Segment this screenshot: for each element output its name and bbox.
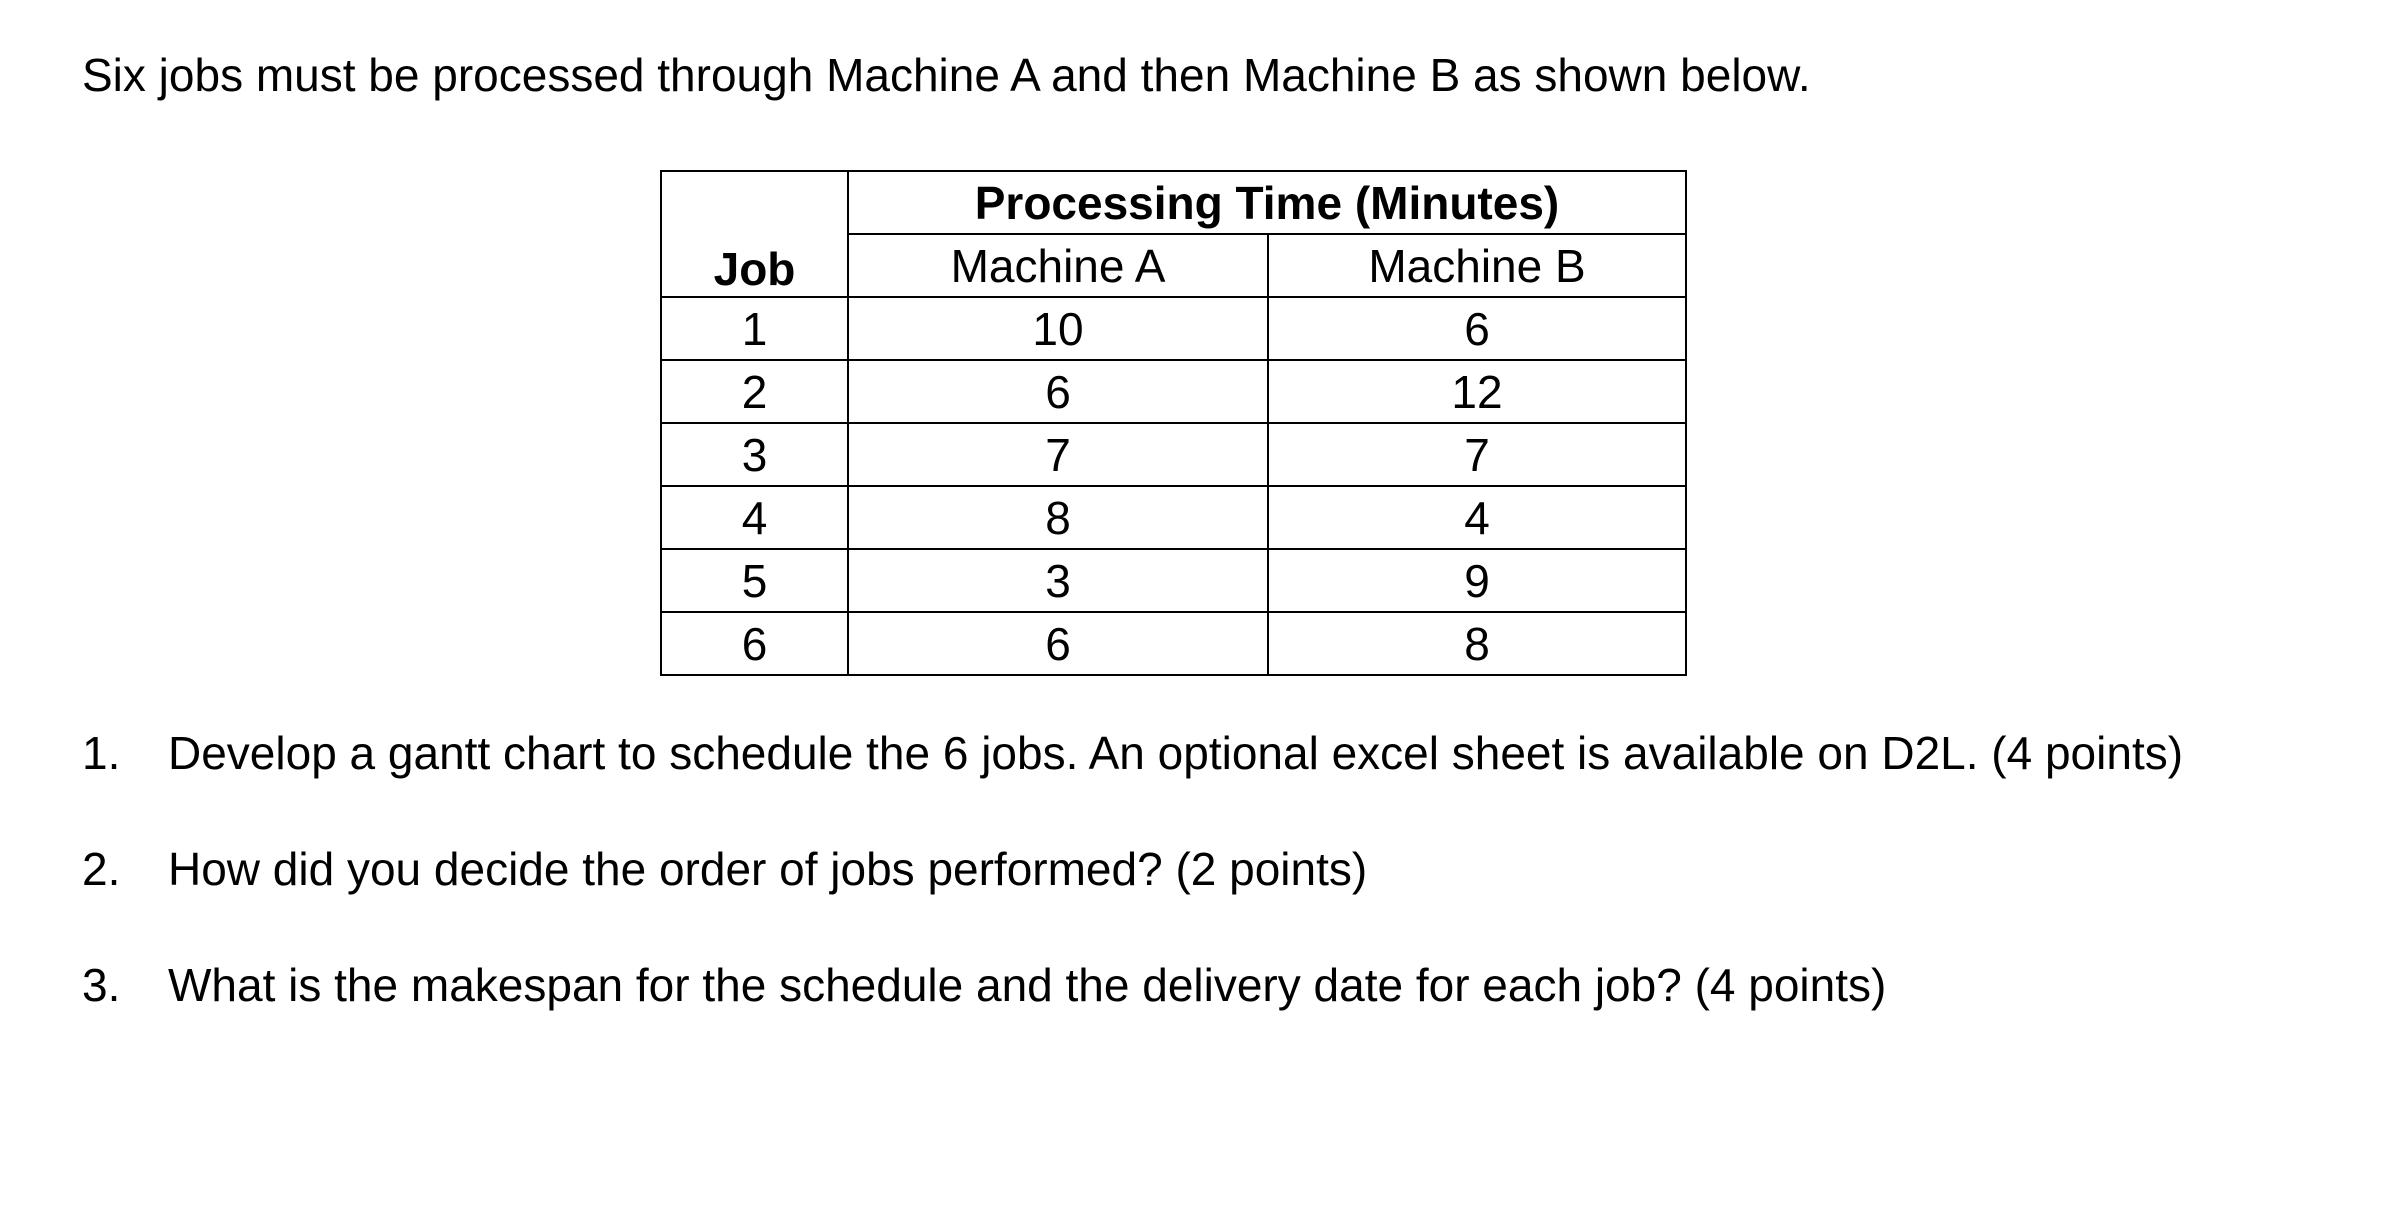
question-number: 3. <box>82 959 121 1012</box>
job-cell: 3 <box>661 423 848 486</box>
job-cell: 2 <box>661 360 848 423</box>
question-text: Develop a gantt chart to schedule the 6 jobs. An optional excel sheet is available on D2L. (4 points) <box>168 727 2184 779</box>
intro-text: Six jobs must be processed through Machine A and then Machine B as shown below. <box>82 49 1811 101</box>
machine-a-cell: 6 <box>848 360 1268 423</box>
job-cell: 5 <box>661 549 848 612</box>
question-number: 2. <box>82 843 121 896</box>
machine-b-cell: 7 <box>1268 423 1686 486</box>
machine-a-cell: 3 <box>848 549 1268 612</box>
processing-time-group-header: Processing Time (Minutes) <box>848 171 1686 234</box>
machine-a-cell: 8 <box>848 486 1268 549</box>
table-row <box>661 423 1686 486</box>
machine-b-cell: 4 <box>1268 486 1686 549</box>
question-list <box>82 725 2312 1013</box>
processing-time-table-container <box>660 170 1687 676</box>
question-number: 1. <box>82 727 121 779</box>
table-row <box>661 486 1686 549</box>
question-item <box>82 841 2312 897</box>
machine-a-cell: 10 <box>848 297 1268 360</box>
table-row <box>661 612 1686 675</box>
job-cell: 4 <box>661 486 848 549</box>
machine-a-cell: 6 <box>848 612 1268 675</box>
machine-b-cell: 9 <box>1268 549 1686 612</box>
machine-a-header: Machine A <box>848 234 1268 297</box>
processing-time-table <box>660 170 1687 676</box>
job-cell: 6 <box>661 612 848 675</box>
table-row <box>661 360 1686 423</box>
machine-b-cell: 6 <box>1268 297 1686 360</box>
table-header-row-1 <box>661 171 1686 234</box>
table-row <box>661 549 1686 612</box>
machine-b-cell: 8 <box>1268 612 1686 675</box>
machine-a-cell: 7 <box>848 423 1268 486</box>
machine-b-header: Machine B <box>1268 234 1686 297</box>
table-row <box>661 297 1686 360</box>
machine-b-cell: 12 <box>1268 360 1686 423</box>
question-text: How did you decide the order of jobs performed? (2 points) <box>168 843 1368 896</box>
question-item <box>82 957 2312 1013</box>
job-column-header: Job <box>661 171 848 297</box>
question-text: What is the makespan for the schedule and the delivery date for each job? (4 points) <box>168 959 1887 1012</box>
job-cell: 1 <box>661 297 848 360</box>
question-item <box>82 725 2312 781</box>
